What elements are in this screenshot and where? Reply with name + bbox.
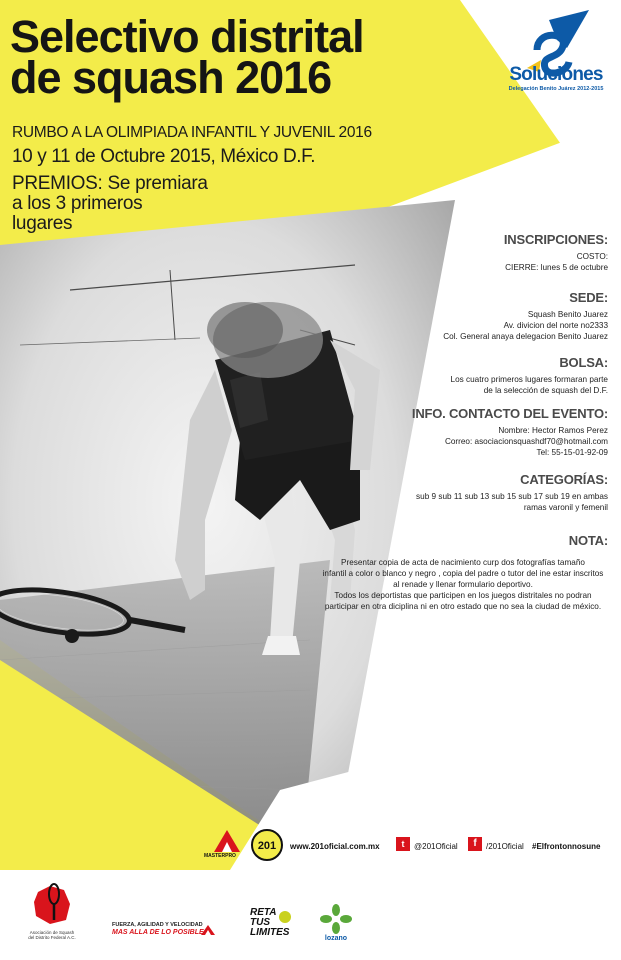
lozano-logo-icon <box>320 904 352 934</box>
costo-text: COSTO: <box>576 252 608 261</box>
nota-section <box>569 533 608 552</box>
masterpro-small-logo-icon <box>200 924 216 936</box>
prizes-text <box>12 174 208 234</box>
facebook-handle[interactable]: /201Oficial <box>486 842 524 851</box>
title-line-1: Selectivo distrital <box>10 11 364 62</box>
nota-text <box>318 557 608 612</box>
contacto-tel: Tel: 55-15-01-92-09 <box>536 448 608 457</box>
sede-line-1: Squash Benito Juarez <box>527 310 608 319</box>
page-title <box>10 11 364 103</box>
prizes-line-3: lugares <box>12 213 73 234</box>
categorias-heading: CATEGORÍAS: <box>520 472 608 487</box>
nota-line-3: al renade y llenar formulario deportivo. <box>393 580 533 589</box>
twitter-handle[interactable]: @201Oficial <box>414 842 458 851</box>
bolsa-heading: BOLSA: <box>559 355 608 370</box>
categorias-line-2: ramas varonil y femenil <box>523 503 608 512</box>
contacto-section <box>412 406 608 458</box>
201-oficial-logo-icon <box>250 828 284 862</box>
nota-heading: NOTA: <box>568 533 608 548</box>
bolsa-section <box>451 355 608 396</box>
sponsors-row <box>0 880 621 960</box>
masterpro-logo-icon <box>210 828 244 856</box>
hashtag: #Elfrontonnosune <box>532 842 601 851</box>
inscripciones-heading: INSCRIPCIONES: <box>503 232 608 247</box>
prizes-line-2: a los 3 primeros <box>12 193 143 214</box>
nota-line-4: Todos los deportistas que participen en los juegos distritales no podran <box>334 591 592 600</box>
inscripciones-section <box>504 232 608 273</box>
title-line-2: de squash 2016 <box>10 52 332 103</box>
bolsa-line-2: de la selección de squash del D.F. <box>483 386 608 395</box>
lozano-label: lozano <box>324 935 348 942</box>
twitter-icon[interactable]: t <box>396 837 410 851</box>
soluciones-logo-text: Soluciones <box>509 64 603 85</box>
event-subtitle: RUMBO A LA OLIMPIADA INFANTIL Y JUVENIL 2016 <box>12 124 372 141</box>
footer-social-row <box>200 828 610 862</box>
cierre-text: CIERRE: lunes 5 de octubre <box>505 263 608 272</box>
contacto-nombre: Nombre: Hector Ramos Perez <box>498 426 608 435</box>
tennis-ball-icon <box>278 910 292 924</box>
sede-section <box>443 290 608 342</box>
soluciones-logo-subtitle: Delegación Benito Juárez 2012-2015 <box>508 86 604 92</box>
sede-line-2: Av. divicion del norte no2333 <box>503 321 608 330</box>
reta-tus-limites-logo: RETA TUS LIMITES <box>250 907 290 938</box>
asociacion-label: Asociación de Squash del Distrito Federal A.C. <box>28 930 76 940</box>
fuerza-tagline: FUERZA, AGILIDAD Y VELOCIDAD <box>112 922 203 928</box>
nota-line-1: Presentar copia de acta de nacimiento curp dos fotografías tamaño <box>341 558 585 567</box>
categorias-section <box>416 472 608 513</box>
event-dates: 10 y 11 de Octubre 2015, México D.F. <box>12 146 316 167</box>
sede-line-3: Col. General anaya delegacion Benito Juarez <box>443 332 608 341</box>
svg-text:201: 201 <box>257 840 277 852</box>
categorias-line-1: sub 9 sub 11 sub 13 sub 15 sub 17 sub 19 en ambas <box>416 492 608 501</box>
contacto-heading: INFO. CONTACTO DEL EVENTO: <box>411 406 608 421</box>
sede-heading: SEDE: <box>569 290 608 305</box>
masterpro-label: MASTERPRO <box>204 853 236 859</box>
prizes-line-1: PREMIOS: Se premiara <box>12 173 208 194</box>
website-link[interactable]: www.201oficial.com.mx <box>290 842 380 851</box>
nota-line-2: infantil a color o blanco y negro , copia del padre o tutor del ine estar inscritos <box>322 569 604 578</box>
nota-line-5: participar en otra diciplina ni en otro estado que no sea la ciudad de méxico. <box>324 602 602 611</box>
contacto-correo: Correo: asociacionsquashdf70@hotmail.com <box>444 437 608 446</box>
asociacion-squash-logo-icon <box>30 880 74 928</box>
bolsa-line-1: Los cuatro primeros lugares formaran parte <box>450 375 608 384</box>
facebook-icon[interactable]: f <box>468 837 482 851</box>
mas-alla-tagline: MAS ALLA DE LO POSIBLE <box>112 929 204 936</box>
